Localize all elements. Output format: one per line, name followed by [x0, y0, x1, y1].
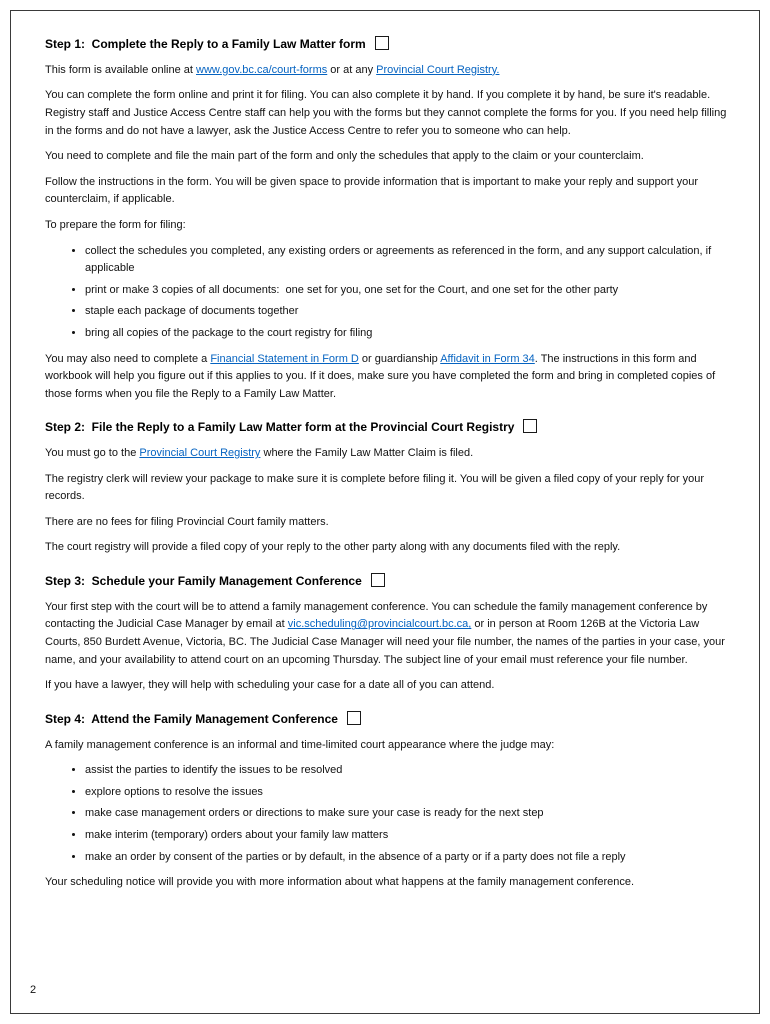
step-heading — [45, 573, 728, 590]
step-heading — [45, 36, 728, 53]
text-run: The registry clerk will review your package to make sure it is complete before filing it. You will be given a filed copy of your reply for your records. — [45, 472, 708, 503]
paragraph — [45, 174, 728, 209]
paragraph — [45, 677, 728, 695]
list-item: • make case management orders or directions to make sure your case is ready for the next step — [85, 805, 728, 823]
text-run: There are no fees for filing Provincial Court family matters. — [45, 515, 329, 528]
paragraph — [45, 87, 728, 140]
paragraph — [45, 737, 728, 755]
text-run: Follow the instructions in the form. You will be given space to provide information that is important to make your reply and support your counterclaim, if applicable. — [45, 175, 702, 206]
list-item: • bring all copies of the package to the court registry for filing — [85, 325, 728, 343]
list-item: • make interim (temporary) orders about your family law matters — [85, 827, 728, 845]
document-content — [45, 36, 728, 900]
step-checkbox[interactable] — [371, 573, 385, 587]
paragraph — [45, 514, 728, 532]
paragraph — [45, 148, 728, 166]
text-run: or in person at Room 126B at the Victoria Law Courts, 850 Burdett Avenue, Victoria, BC. The Judicial Case Manager will need your file number, the names of the parties in your case, your name, and your availability to attend court on an upcoming Thursday. The subject line of your email must reference your file number. — [45, 618, 728, 666]
paragraph — [45, 471, 728, 506]
link-email-scheduling[interactable]: vic.scheduling@provincialcourt.bc.ca, — [287, 618, 472, 631]
bullet-list — [45, 243, 728, 343]
text-run: A family management conference is an informal and time-limited court appearance where the judge may: — [45, 738, 555, 751]
link-provincial-court-registry[interactable]: Provincial Court Registry. — [376, 63, 500, 76]
text-run: You can complete the form online and print it for filing. You can also complete it by hand. If you complete it by hand, be sure it's readable. Registry staff and Justice Access Centre staff can help you with the forms but they cannot complete the forms for you. If you need help filling in the forms and do not have a lawyer, ask the Justice Access Centre to refer you to someone who can help. — [45, 89, 730, 137]
text-run: The court registry will provide a filed copy of your reply to the other party along with any documents filed with the reply. — [45, 541, 621, 554]
text-run: Your first step with the court will be to attend a family management conference. You can schedule the family management conference by contacting the Judicial Case Manager by email at — [45, 600, 711, 631]
paragraph — [45, 599, 728, 669]
paragraph — [45, 217, 728, 235]
paragraph — [45, 874, 728, 892]
paragraph — [45, 351, 728, 404]
text-run: You need to complete and file the main part of the form and only the schedules that apply to the claim or your counterclaim. — [45, 150, 644, 163]
text-run: Your scheduling notice will provide you with more information about what happens at the family management conference. — [45, 876, 635, 889]
list-item: • make an order by consent of the parties or by default, in the absence of a party or if a party does not file a reply — [85, 849, 728, 867]
list-item: • print or make 3 copies of all documents: one set for you, one set for the Court, and one set for the other party — [85, 282, 728, 300]
link-affidavit-form-34[interactable]: Affidavit in Form 34 — [440, 352, 535, 365]
step-heading-text: Step 2: File the Reply to a Family Law Matter form at the Provincial Court Registry — [45, 420, 515, 435]
step-heading-text: Step 1: Complete the Reply to a Family Law Matter form — [45, 37, 366, 51]
paragraph — [45, 539, 728, 557]
text-run: If you have a lawyer, they will help with scheduling your case for a date all of you can attend. — [45, 679, 495, 692]
step-heading — [45, 419, 728, 436]
step-checkbox[interactable] — [523, 419, 537, 433]
step-heading-text: Step 4: Attend the Family Management Conference — [45, 711, 338, 726]
paragraph — [45, 62, 728, 80]
list-item: • assist the parties to identify the issues to be resolved — [85, 762, 728, 780]
text-run: You must go to the — [45, 447, 140, 460]
paragraph — [45, 445, 728, 463]
list-item: • explore options to resolve the issues — [85, 784, 728, 802]
list-item: • collect the schedules you completed, any existing orders or agreements as referenced in the form, and any support calculation, if applicable — [85, 243, 728, 278]
step-heading — [45, 711, 728, 728]
link-financial-statement-form-d[interactable]: Financial Statement in Form D — [210, 352, 359, 365]
bullet-list — [45, 762, 728, 866]
text-run: or at any — [327, 63, 377, 76]
text-run: You may also need to complete a — [45, 352, 211, 365]
text-run: or guardianship — [358, 352, 441, 365]
text-run: . The instructions in this form and workbook will help you figure out if this applies to you. If it does, make sure you have completed the form and bring in completed copies of those forms when you file the Reply to a Family Law Matter. — [45, 352, 719, 400]
list-item: • staple each package of documents together — [85, 303, 728, 321]
link-provincial-court-registry-step2[interactable]: Provincial Court Registry — [139, 447, 261, 460]
step-heading-text: Step 3: Schedule your Family Management Conference — [45, 574, 362, 589]
link-court-forms[interactable]: www.gov.bc.ca/court-forms — [196, 63, 328, 76]
step-checkbox[interactable] — [347, 711, 361, 725]
text-run: where the Family Law Matter Claim is filed. — [260, 447, 474, 460]
text-run: This form is available online at — [45, 63, 197, 76]
page-number: 2 — [30, 984, 37, 996]
step-checkbox[interactable] — [375, 36, 389, 50]
text-run: To prepare the form for filing: — [45, 218, 186, 231]
